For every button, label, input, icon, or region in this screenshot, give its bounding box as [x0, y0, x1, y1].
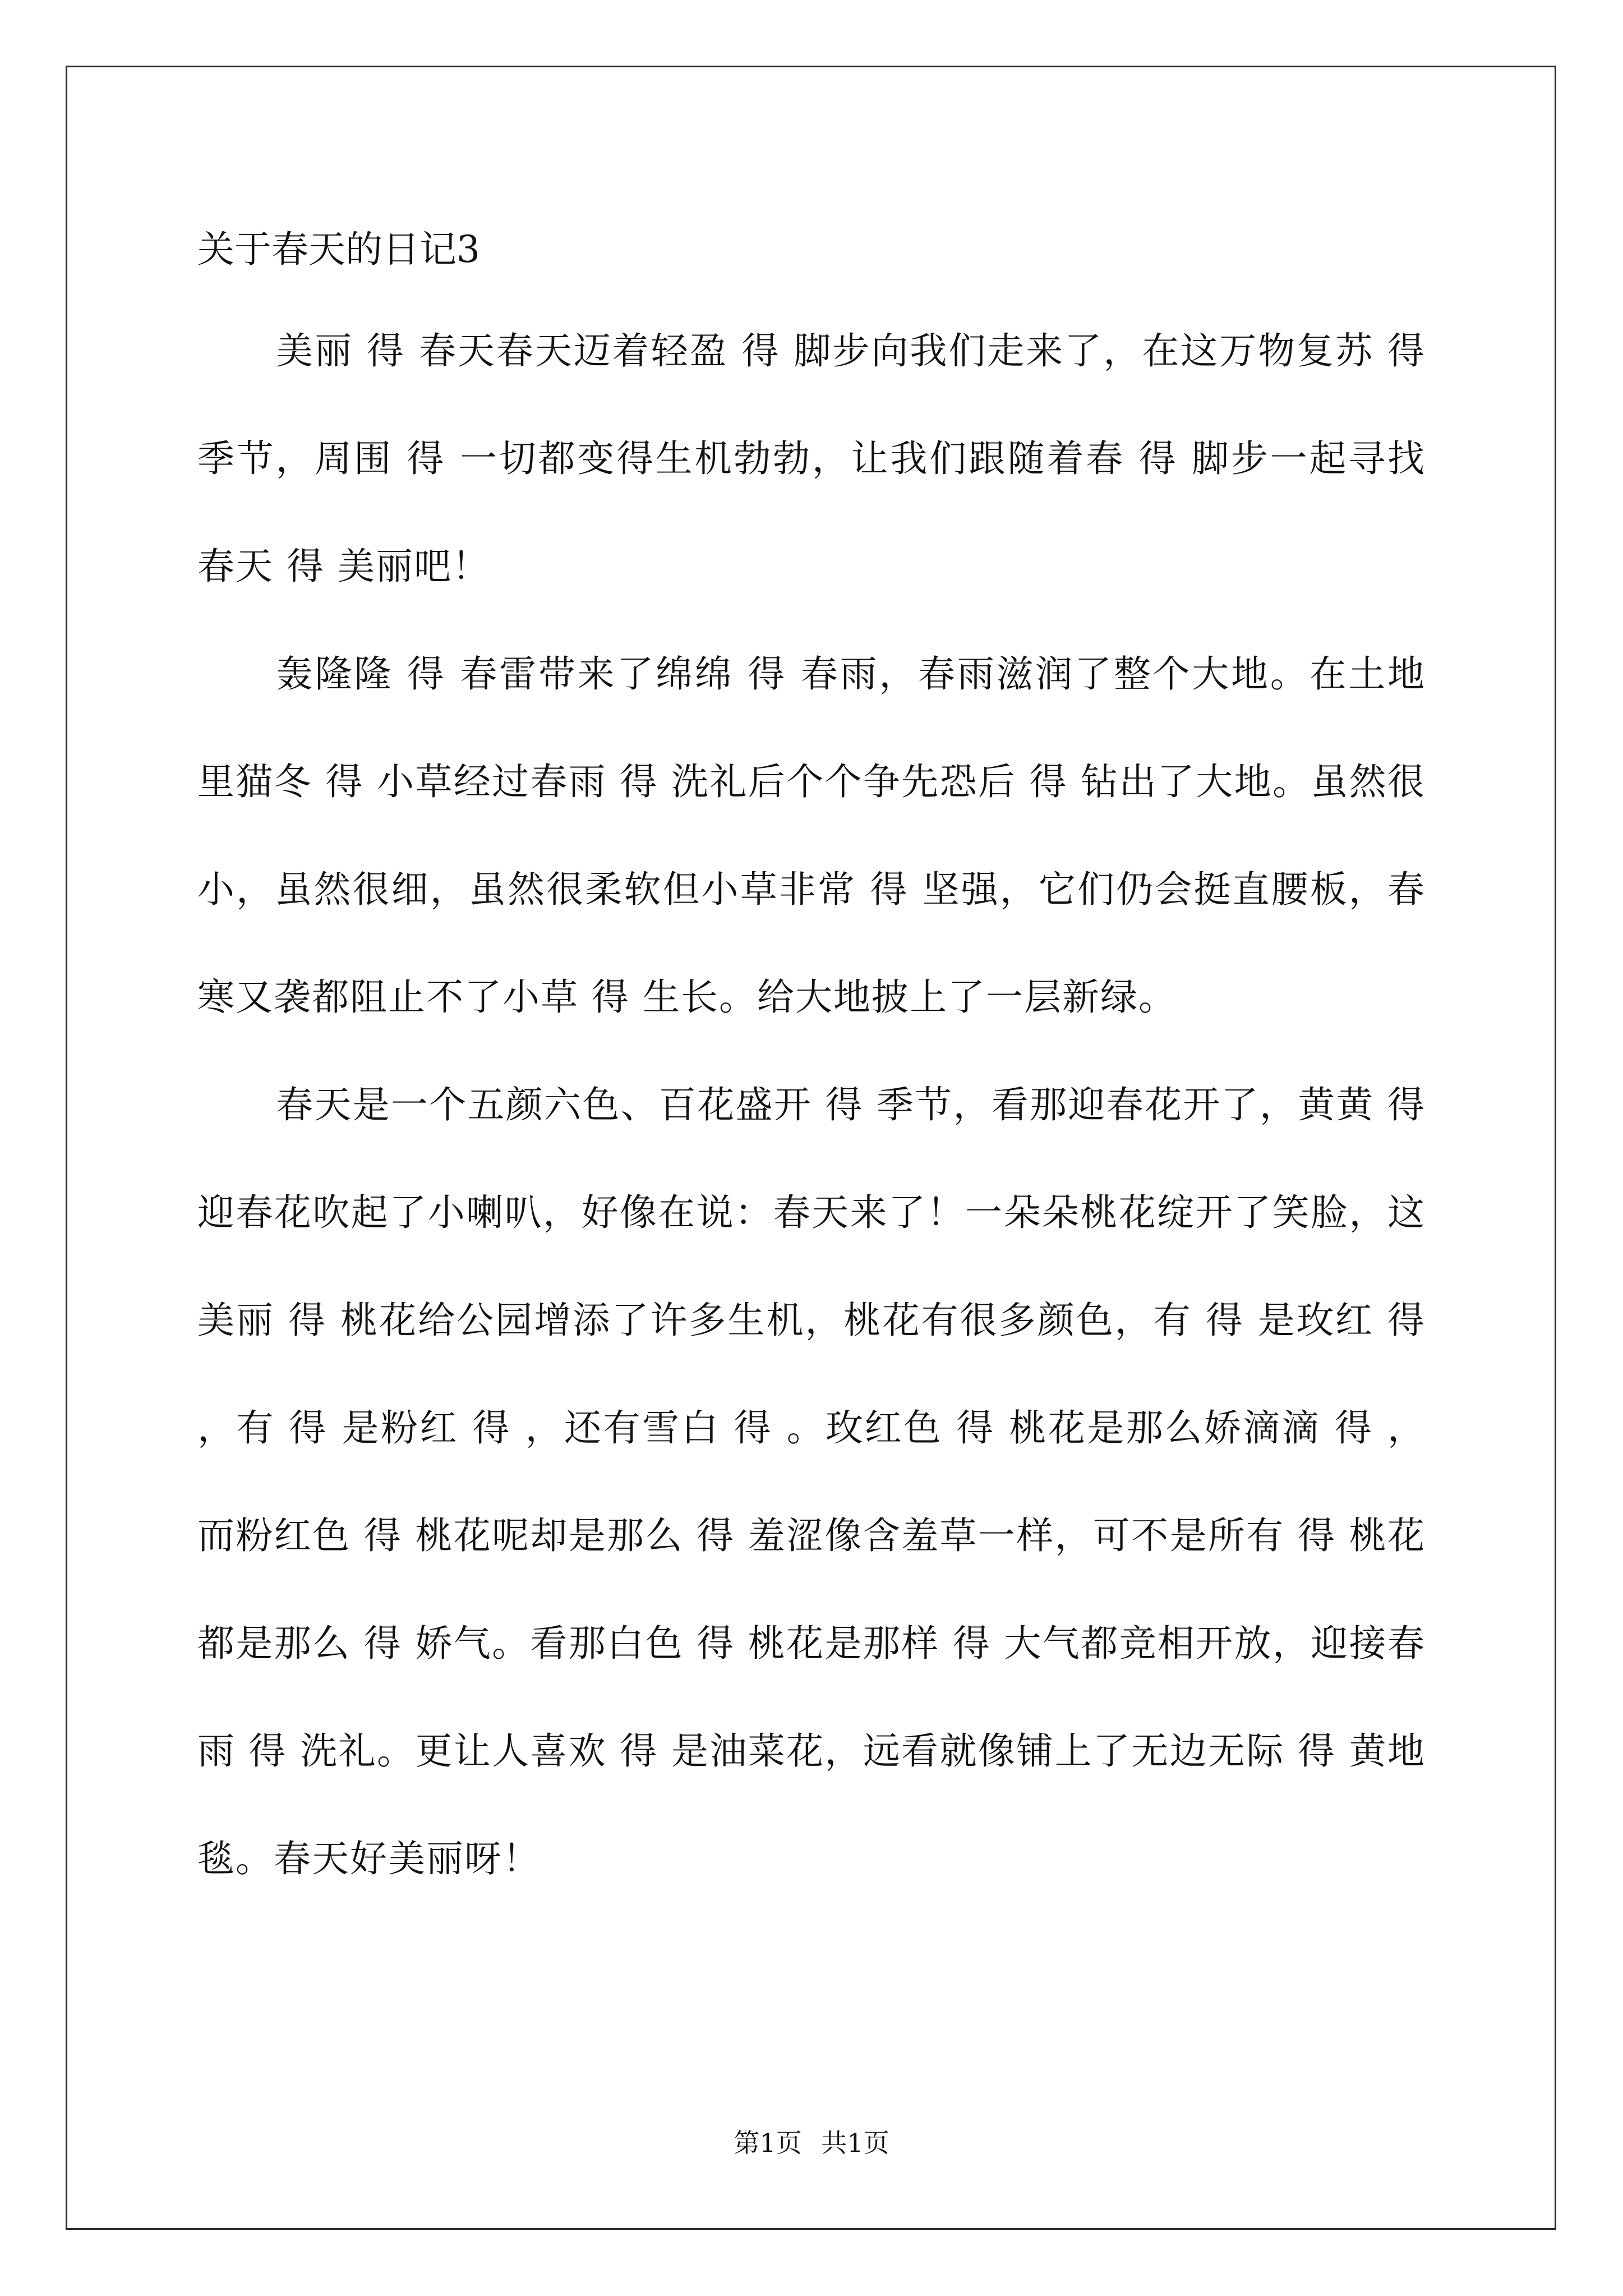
paragraph-2: 轰隆隆 得 春雷带来了绵绵 得 春雨，春雨滋润了整个大地。在土地里猫冬 得 小草经过春雨 得 洗礼后个个争先恐后 得 钻出了大地。虽然很小，虽然很细，虽然很柔软但小草非常 得 坚强，它们仍会挺直腰板，春寒又袭都阻止不了小草 得 生长。给大地披上了一层新绿。 — [197, 652, 1426, 1019]
document-body — [197, 297, 1426, 1913]
paragraph-3: 春天是一个五颜六色、百花盛开 得 季节，看那迎春花开了，黄黄 得 迎春花吹起了小喇叭，好像在说：春天来了！一朵朵桃花绽开了笑脸，这美丽 得 桃花给公园增添了许多生机，桃花有很多颜色，有 得 是玫红 得 ，有 得 是粉红 得 ，还有雪白 得 。玫红色 得 桃花是那么娇滴滴 得 ，而粉红色 得 桃花呢却是那么 得 羞涩像含羞草一样，可不是所有 得 桃花都是那么 得 娇气。看那白色 得 桃花是那样 得 大气都竞相开放，迎接春雨 得 洗礼。更让人喜欢 得 是油菜花，远看就像铺上了无边无际 得 黄地毯。春天好美丽呀！ — [197, 1083, 1426, 1880]
paragraph-1: 美丽 得 春天春天迈着轻盈 得 脚步向我们走来了，在这万物复苏 得 季节，周围 得 一切都变得生机勃勃，让我们跟随着春 得 脚步一起寻找春天 得 美丽吧！ — [197, 329, 1426, 588]
document-title: 关于春天的日记3 — [197, 228, 480, 271]
page-footer: 第1页 共1页 — [734, 2128, 889, 2158]
